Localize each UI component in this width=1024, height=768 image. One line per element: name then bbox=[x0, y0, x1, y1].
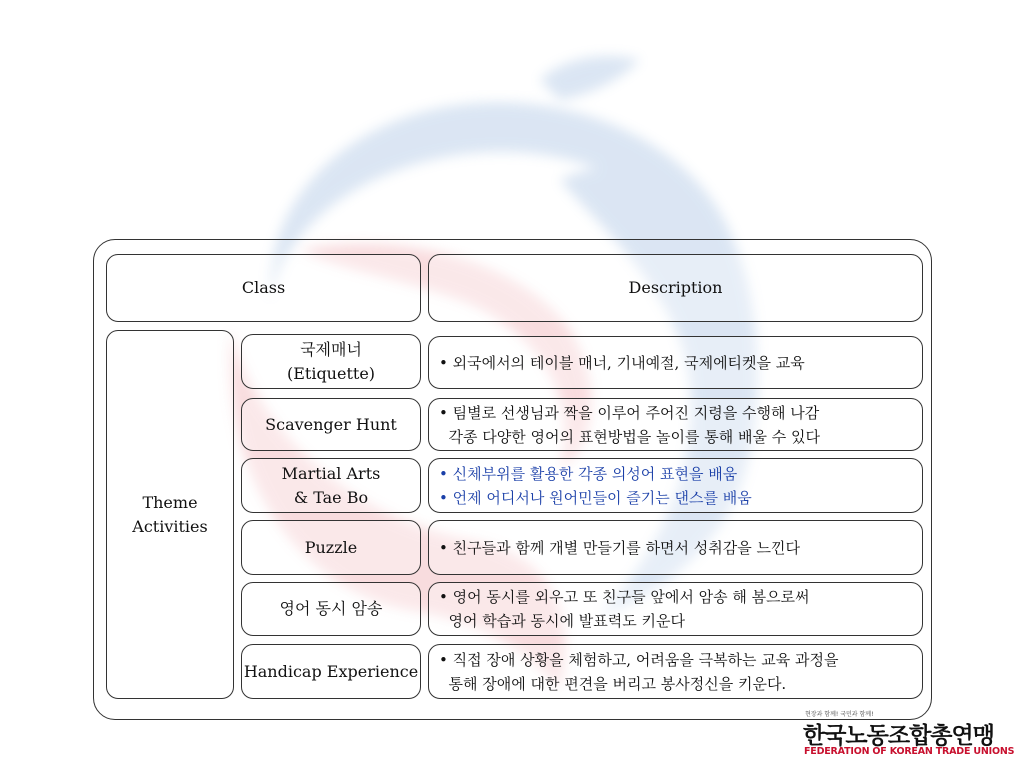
class-label-line: 영어 동시 암송 bbox=[279, 599, 383, 618]
class-cell-puzzle bbox=[241, 520, 421, 575]
class-label-line: 국제매너 bbox=[300, 339, 362, 359]
fktu-logo bbox=[803, 709, 1015, 759]
group-theme-activities bbox=[106, 330, 234, 699]
desc-line: • 영어 동시를 외우고 또 친구들 앞에서 암송 해 봄으로써 bbox=[439, 588, 810, 606]
header-description-label: Description bbox=[628, 278, 723, 297]
desc-cell-puzzle bbox=[428, 520, 923, 575]
desc-cell-poem-recitation bbox=[428, 582, 923, 636]
class-label-line: Martial Arts bbox=[281, 463, 381, 483]
desc-line: • 외국에서의 테이블 매너, 기내예절, 국제에티켓을 교육 bbox=[439, 353, 805, 372]
class-label-line: Puzzle bbox=[304, 537, 358, 557]
class-label-line: & Tae Bo bbox=[293, 487, 369, 507]
desc-line: 통해 장애에 대한 편견을 버리고 봉사정신을 키운다. bbox=[439, 674, 787, 693]
class-cell-etiquette bbox=[241, 334, 421, 389]
desc-cell-handicap-experience bbox=[428, 644, 923, 699]
desc-line: 각종 다양한 영어의 표현방법을 놀이를 통해 배울 수 있다 bbox=[439, 427, 820, 446]
logo-english-name: FEDERATION OF KOREAN TRADE UNIONS bbox=[804, 746, 1015, 757]
desc-cell-etiquette bbox=[428, 336, 923, 389]
desc-line: • 신체부위를 활용한 각종 의성어 표현을 배움 bbox=[439, 464, 738, 483]
group-label-line: Activities bbox=[132, 516, 208, 536]
class-cell-scavenger-hunt bbox=[241, 398, 421, 451]
class-label-line: (Etiquette) bbox=[286, 363, 376, 383]
desc-cell-scavenger-hunt bbox=[428, 398, 923, 451]
logo-tagline: 현장과 함께! 국민과 함께! bbox=[805, 711, 874, 718]
class-label-line: Handicap Experience bbox=[243, 661, 419, 681]
desc-line: • 친구들과 함께 개별 만들기를 하면서 성취감을 느낀다 bbox=[439, 538, 801, 557]
logo-name: 한국노동조합총연맹 bbox=[803, 723, 994, 749]
desc-cell-martial-arts bbox=[428, 458, 923, 513]
class-cell-handicap-experience bbox=[241, 644, 421, 699]
desc-line: • 팀별로 선생님과 짝을 이루어 주어진 지령을 수행해 나감 bbox=[439, 403, 820, 422]
header-class bbox=[106, 254, 421, 322]
desc-line: • 직접 장애 상황을 체험하고, 어려움을 극복하는 교육 과정을 bbox=[439, 650, 839, 669]
desc-line: 영어 학습과 동시에 발표력도 키운다 bbox=[439, 612, 685, 630]
class-cell-martial-arts bbox=[241, 458, 421, 513]
class-label-line: Scavenger Hunt bbox=[265, 414, 397, 434]
desc-line: • 언제 어디서나 원어민들이 즐기는 댄스를 배움 bbox=[439, 488, 752, 507]
header-class-label: Class bbox=[241, 278, 286, 297]
group-label-line: Theme bbox=[142, 492, 198, 512]
header-description bbox=[428, 254, 923, 322]
class-cell-poem-recitation bbox=[241, 582, 421, 636]
